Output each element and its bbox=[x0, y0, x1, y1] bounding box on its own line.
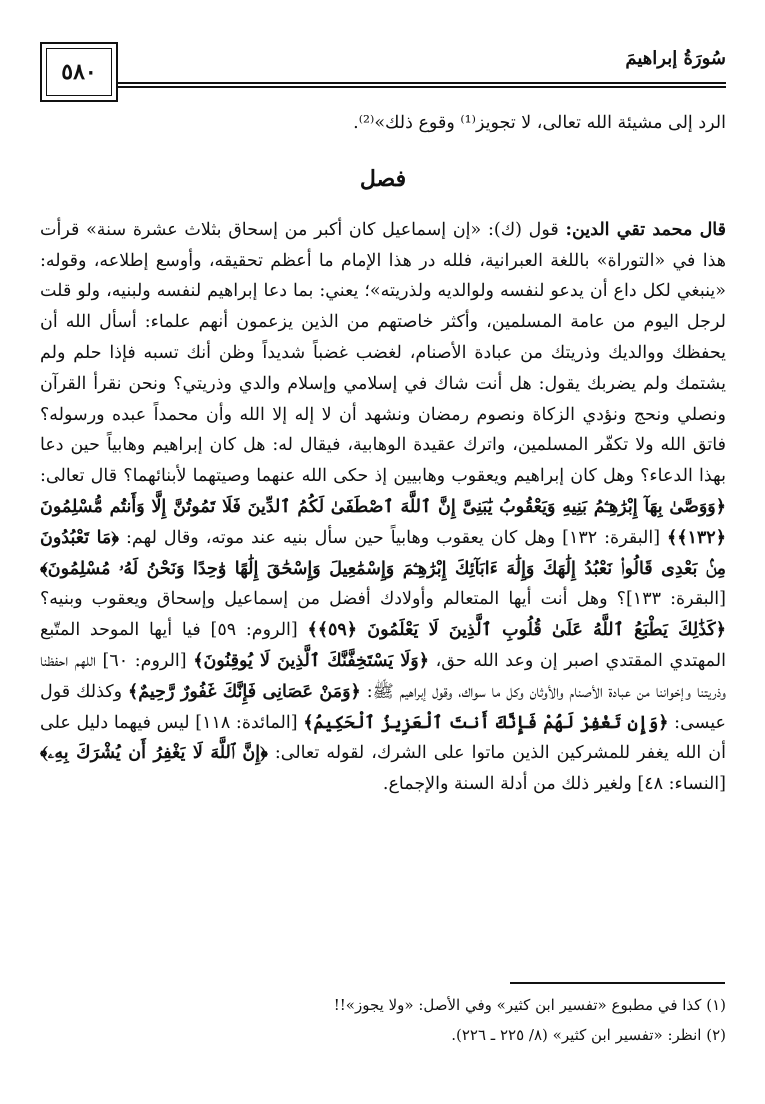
intro-line: الرد إلى مشيئة الله تعالى، لا تجويز⁽¹⁾ وقوع ذلك»⁽²⁾. bbox=[353, 113, 726, 133]
quran-verse-4: ﴿وَلَا يَسْتَخِفَّنَّكَ ٱلَّذِينَ لَا يُوقِنُونَ﴾ bbox=[193, 650, 430, 671]
footnote-2: (٢) انظر: «تفسير ابن كثير» (٨/ ٢٢٥ ـ ٢٢٦). bbox=[451, 1026, 726, 1044]
quran-verse-5: ﴿وَمَنْ عَصَانِى فَإِنَّكَ غَفُورٌ رَّحِيمٌ﴾ bbox=[127, 681, 361, 702]
ref-text-3: [الروم: ٥٩] فيا أيها الموحد المتّبع المهتدي المقتدي اصبر إن وعد الله حق، bbox=[40, 620, 726, 671]
page-number: ٥٨٠ bbox=[46, 48, 112, 96]
main-paragraph bbox=[40, 215, 726, 800]
quran-verse-7: ﴿إِنَّ ٱللَّهَ لَا يَغْفِرُ أَن يُشْرَكَ بِهِۦ﴾ bbox=[40, 743, 268, 764]
ref-text-2: [البقرة: ١٣٣]؟ وهل أنت أيها المتعالم وأولادك أفضل من إسماعيل وإسحاق ويعقوب وبنيه؟ bbox=[40, 589, 726, 610]
section-heading: فصل bbox=[359, 165, 407, 192]
speaker-name: قال محمد تقي الدين: bbox=[565, 219, 726, 240]
quran-verse-2: ﴿مَا تَعْبُدُونَ مِنۢ بَعْدِى قَالُوا۟ نَعْبُدُ إِلَٰهَكَ وَإِلَٰهَ ءَابَآئِكَ إِبْرَٰهِـۧمَ وَإِسْمَٰعِيلَ وَإِسْحَٰقَ إِلَٰهًا وَٰحِدًا وَنَحْنُ لَهُۥ مُسْلِمُونَ﴾ bbox=[40, 527, 726, 579]
footnotes bbox=[40, 990, 726, 1050]
footnote-1: (١) كذا في مطبوع «تفسير ابن كثير» وفي الأصل: «ولا يجوز»!! bbox=[333, 996, 726, 1014]
ref-text-7: [النساء: ٤٨] ولغير ذلك من أدلة السنة والإجماع. bbox=[382, 774, 726, 795]
header-rule-top bbox=[118, 82, 726, 84]
surah-title: سُورَةُ إبراهيمَ bbox=[625, 48, 726, 69]
page-body bbox=[40, 108, 726, 800]
page-number-frame bbox=[40, 42, 118, 102]
ref-text-5: وكذلك قول عيسى: bbox=[40, 681, 726, 733]
quran-verse-1: ﴿وَوَصَّىٰ بِهَآ إِبْرَٰهِـۧمُ بَنِيهِ وَيَعْقُوبُ يَٰبَنِىَّ إِنَّ ٱللَّهَ ٱصْطَفَىٰ لَكُمُ ٱلدِّينَ فَلَا تَمُوتُنَّ إِلَّا وَأَنتُم مُّسْلِمُونَ ﴿١٣٢﴾﴾ bbox=[40, 496, 726, 548]
quran-verse-6: ﴿وَإِن تَغْفِرْ لَهُمْ فَإِنَّكَ أَنتَ ٱلْعَزِيزُ ٱلْحَكِيمُ﴾ bbox=[303, 712, 669, 733]
paragraph-text: قول (ك): «إن إسماعيل كان أكبر من إسحاق بثلاث عشرة سنة» قرأت هذا في «التوراة» باللغة العبرانية، فلله در هذا الإمام ما أعظم تحقيقه، وأوسع إطلاعه، وقوله: «ينبغي لكل داع أن يدعو لنفسه ولوالديه ولذريته»؛ يعني: بما دعا إبراهيم لنفسه ولبنيه، ولو قلت لرجل اليوم من عامة المسلمين، وأكثر خاصتهم من الذين يزعمون أنهم علماء: أسأل الله أن يحفظك ووالديك وذريتك من عبادة الأصنام، لغضب غضباً شديداً وظن أنك تسبه فإذا حلم ولم يشتمك ولم يضربك يقول: هل أنت شاك في إسلامي وإسلام والدي وذريتي؟ ونحن نقرأ القرآن ونصلي ونحج ونؤدي الزكاة ونصوم رمضان ونشهد أن لا إله إلا الله وأن محمداً عبده ورسوله؟ فاتق الله ولا تكفّر المسلمين، واترك عقيدة الوهابية، فيقال له: هل كان إبراهيم وهابياً حين دعا بهذا الدعاء؟ وهل كان إبراهيم ويعقوب وهابيين إذ حكى الله عنهما وصيتهما لأبنائهما؟ قال تعالى: bbox=[40, 219, 726, 487]
header-rule-bottom bbox=[118, 86, 726, 88]
ref-text-6: [المائدة: ١١٨] ليس فيهما دليل على أن الله يغفر للمشركين الذين ماتوا على الشرك، لقوله تعالى: bbox=[40, 712, 726, 764]
quran-verse-3: ﴿كَذَٰلِكَ يَطْبَعُ ٱللَّهُ عَلَىٰ قُلُوبِ ٱلَّذِينَ لَا يَعْلَمُونَ ﴿٥٩﴾﴾ bbox=[307, 620, 726, 641]
ref-text-1: [البقرة: ١٣٢] وهل كان يعقوب وهابياً حين سأل بنيه عند موته، وقال لهم: bbox=[119, 527, 667, 548]
page-header bbox=[40, 42, 726, 102]
footnote-separator bbox=[510, 982, 725, 984]
ref-text-4: [الروم: ٦٠] اللهم احفظنا وذريتنا وإخواننا من عبادة الأصنام والأوثان وكل ما سواك، وقول إبراهيم ﷺ: bbox=[40, 650, 726, 702]
